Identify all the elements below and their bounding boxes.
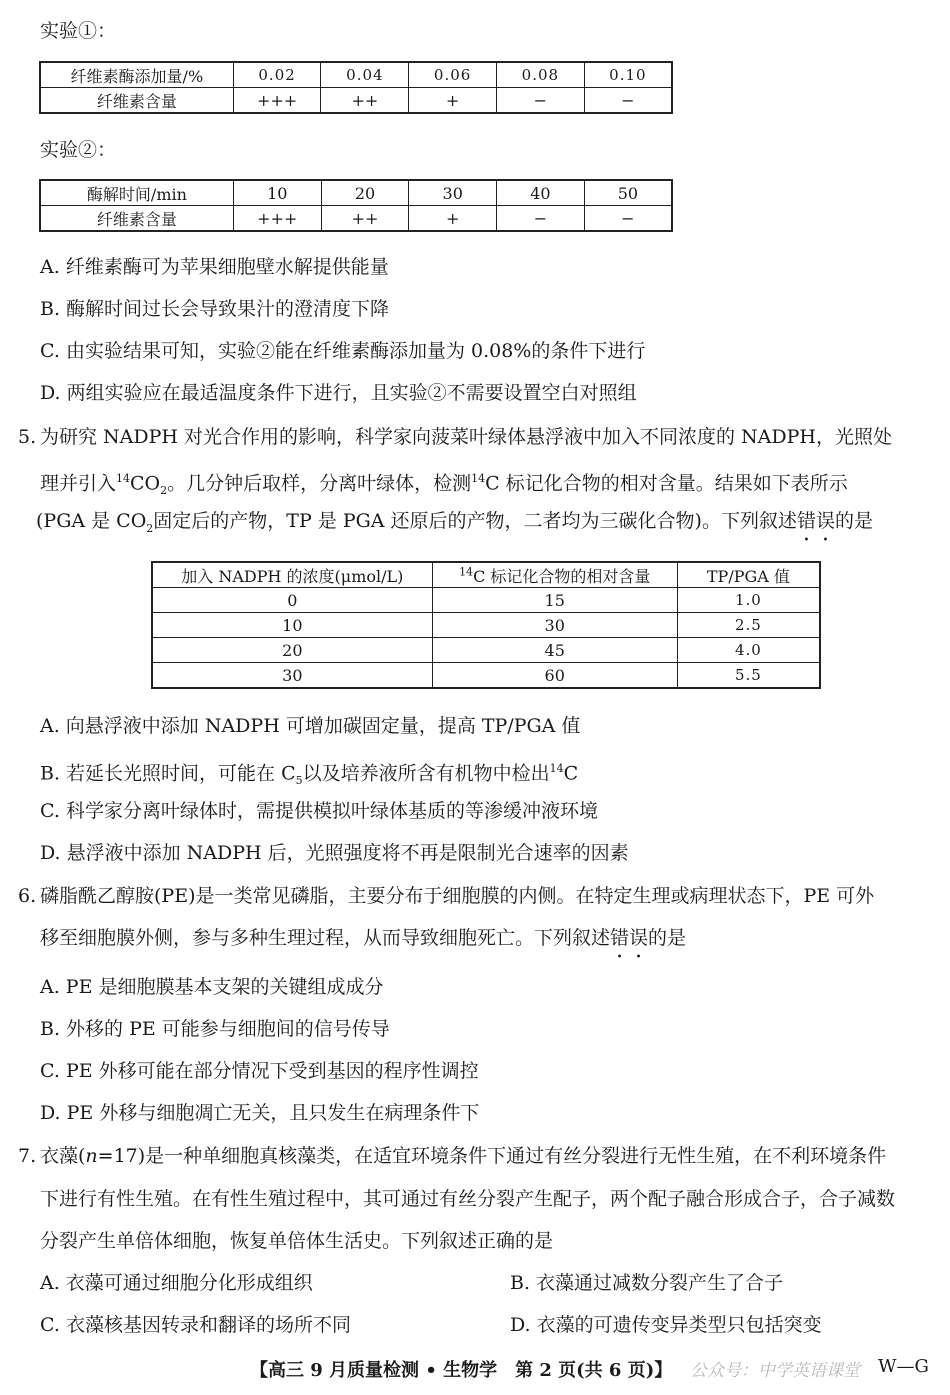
- q5-option-b: [40, 756, 578, 794]
- table-cell: 15: [432, 588, 677, 613]
- q7-stem-line1: [40, 1143, 886, 1169]
- text-span: CO: [130, 472, 161, 495]
- q5-header-cell: 加入 NADPH 的浓度(μmol/L): [152, 562, 432, 588]
- q5-header-cell: [432, 562, 677, 588]
- table-cell: 20: [152, 638, 432, 663]
- text-span: 以及培养液所含有机物中检出: [302, 762, 550, 785]
- text-span: 固定后的产物，TP 是 PGA 还原后的产物，二者均为三碳化合物)。下列叙述: [153, 510, 797, 532]
- emphasis-char: 错: [796, 510, 816, 532]
- text-span: =17)是一种单细胞真核藻类，在适宜环境条件下通过有丝分裂进行无性生殖，在不利环境条件: [97, 1145, 887, 1167]
- exp1-header-cell: 0.04: [321, 62, 409, 88]
- q5-option-d: D. 悬浮液中添加 NADPH 后，光照强度将不再是限制光合速率的因素: [40, 842, 629, 864]
- table-row: [152, 588, 820, 613]
- exp1-header-cell: 纤维素酶添加量/%: [40, 62, 233, 88]
- exp2-cell: +++: [233, 206, 321, 232]
- text-span: 移至细胞膜外侧，参与多种生理过程，从而导致细胞死亡。下列叙述: [40, 927, 611, 949]
- q6-stem-line1: 磷脂酰乙醇胺(PE)是一类常见磷脂，主要分布于细胞膜的内侧。在特定生理或病理状态下，PE 可外: [40, 885, 875, 907]
- q7-option-a: A. 衣藻可通过细胞分化形成组织: [40, 1272, 313, 1294]
- table-cell: 10: [152, 613, 432, 638]
- exp1-header-cell: 0.02: [233, 62, 321, 88]
- q4-option-b: B. 酶解时间过长会导致果汁的澄清度下降: [40, 298, 390, 320]
- exp2-header-cell: 40: [497, 180, 585, 206]
- table-cell: 1.0: [677, 588, 820, 613]
- exp1-cell: +++: [233, 88, 321, 114]
- q5-number: 5.: [18, 426, 37, 448]
- exp2-label: 实验②：: [40, 139, 117, 161]
- emphasis-char: 错: [610, 927, 630, 949]
- exp2-cell: ++: [321, 206, 409, 232]
- q5-stem-line2: [40, 466, 848, 504]
- q5-stem-line1: 为研究 NADPH 对光合作用的影响，科学家向菠菜叶绿体悬浮液中加入不同浓度的 NADPH，光照处: [40, 426, 892, 448]
- q5-header-row: [152, 562, 820, 588]
- exp2-cell: 纤维素含量: [40, 206, 233, 232]
- watermark: 公众号：中学英语课堂: [690, 1361, 860, 1381]
- exp2-cell: −: [584, 206, 672, 232]
- exp1-cell: −: [496, 88, 584, 114]
- text-span: 理并引入: [40, 472, 117, 495]
- exp1-header-cell: 0.06: [409, 62, 497, 88]
- superscript: 14: [116, 472, 131, 485]
- exp1-header-cell: 0.10: [584, 62, 672, 88]
- q5-header-cell: TP/PGA 值: [677, 562, 820, 588]
- exp1-cell: 纤维素含量: [40, 88, 233, 114]
- exp1-cell: ++: [321, 88, 409, 114]
- superscript: 14: [459, 565, 474, 579]
- emphasis-char: 误: [629, 927, 649, 949]
- exp1-cell: −: [584, 88, 672, 114]
- q7-option-c: C. 衣藻核基因转录和翻译的场所不同: [40, 1314, 351, 1336]
- exp1-table: [39, 61, 673, 114]
- text-span: B. 若延长光照时间，可能在 C: [40, 762, 296, 785]
- exp2-cell: −: [497, 206, 585, 232]
- text-span: 衣藻(: [40, 1145, 86, 1167]
- subscript: 5: [295, 774, 303, 788]
- q4-option-a: A. 纤维素酶可为苹果细胞壁水解提供能量: [40, 256, 389, 278]
- italic-var: n: [85, 1145, 98, 1167]
- text-span: C 标记化合物的相对含量: [473, 566, 651, 586]
- q6-option-a: A. PE 是细胞膜基本支架的关键组成成分: [40, 976, 384, 998]
- superscript: 14: [471, 472, 486, 485]
- q6-option-c: C. PE 外移可能在部分情况下受到基因的程序性调控: [40, 1060, 479, 1082]
- text-span: 的是: [648, 927, 687, 949]
- superscript: 14: [549, 762, 564, 775]
- footer-text: 【高三 9 月质量检测 • 生物学 第 2 页(共 6 页)】: [250, 1360, 673, 1381]
- emphasis-char: 误: [816, 510, 836, 532]
- exp2-header-cell: 20: [321, 180, 409, 206]
- exp2-header-cell: 30: [409, 180, 497, 206]
- q5-option-c: C. 科学家分离叶绿体时，需提供模拟叶绿体基质的等渗缓冲液环境: [40, 800, 598, 822]
- exp1-data-row: [40, 88, 672, 114]
- table-cell: 60: [432, 663, 677, 689]
- exp1-header-cell: 0.08: [496, 62, 584, 88]
- text-span: C: [563, 762, 579, 785]
- table-row: [152, 663, 820, 689]
- q6-number: 6.: [18, 885, 37, 907]
- table-cell: 2.5: [677, 613, 820, 638]
- q6-option-d: D. PE 外移与细胞凋亡无关，且只发生在病理条件下: [40, 1102, 480, 1124]
- exp2-header-cell: 10: [233, 180, 321, 206]
- exp1-header-row: [40, 62, 672, 88]
- table-cell: 5.5: [677, 663, 820, 689]
- q7-number: 7.: [18, 1145, 37, 1167]
- exp2-data-row: [40, 206, 672, 232]
- q7-option-b: B. 衣藻通过减数分裂产生了合子: [510, 1272, 784, 1294]
- text-span: (PGA 是 CO: [36, 510, 147, 532]
- table-cell: 30: [152, 663, 432, 689]
- table-cell: 30: [432, 613, 677, 638]
- q6-stem-line2: [40, 925, 686, 951]
- table-row: [152, 638, 820, 663]
- text-span: C 标记化合物的相对含量。结果如下表所示: [485, 472, 848, 495]
- exp2-header-cell: 酶解时间/min: [40, 180, 233, 206]
- subscript: 2: [146, 521, 154, 535]
- exp2-cell: +: [409, 206, 497, 232]
- q7-stem-line3: 分裂产生单倍体细胞，恢复单倍体生活史。下列叙述正确的是: [40, 1230, 554, 1252]
- q5-option-a: A. 向悬浮液中添加 NADPH 可增加碳固定量，提高 TP/PGA 值: [40, 715, 581, 737]
- table-cell: 4.0: [677, 638, 820, 663]
- subscript: 2: [160, 484, 168, 498]
- q5-table: [151, 561, 821, 689]
- text-span: 。几分钟后取样，分离叶绿体，检测: [167, 472, 472, 495]
- exp2-header-cell: 50: [584, 180, 672, 206]
- table-cell: 0: [152, 588, 432, 613]
- exp1-cell: +: [409, 88, 497, 114]
- q4-option-d: D. 两组实验应在最适温度条件下进行，且实验②不需要设置空白对照组: [40, 382, 637, 404]
- q7-stem-line2: 下进行有性生殖。在有性生殖过程中，其可通过有丝分裂产生配子，两个配子融合形成合子，合子减数: [40, 1188, 896, 1210]
- q4-option-c: C. 由实验结果可知，实验②能在纤维素酶添加量为 0.08%的条件下进行: [40, 340, 646, 362]
- paper-code: W—G: [878, 1356, 929, 1377]
- table-row: [152, 613, 820, 638]
- exp2-table: [39, 179, 673, 232]
- text-span: 的是: [835, 510, 874, 532]
- q6-option-b: B. 外移的 PE 可能参与细胞间的信号传导: [40, 1018, 390, 1040]
- q7-option-d: D. 衣藻的可遗传变异类型只包括突变: [510, 1314, 822, 1336]
- exp1-label: 实验①：: [40, 20, 117, 42]
- table-cell: 45: [432, 638, 677, 663]
- q5-stem-line3: [36, 508, 873, 542]
- exp2-header-row: [40, 180, 672, 206]
